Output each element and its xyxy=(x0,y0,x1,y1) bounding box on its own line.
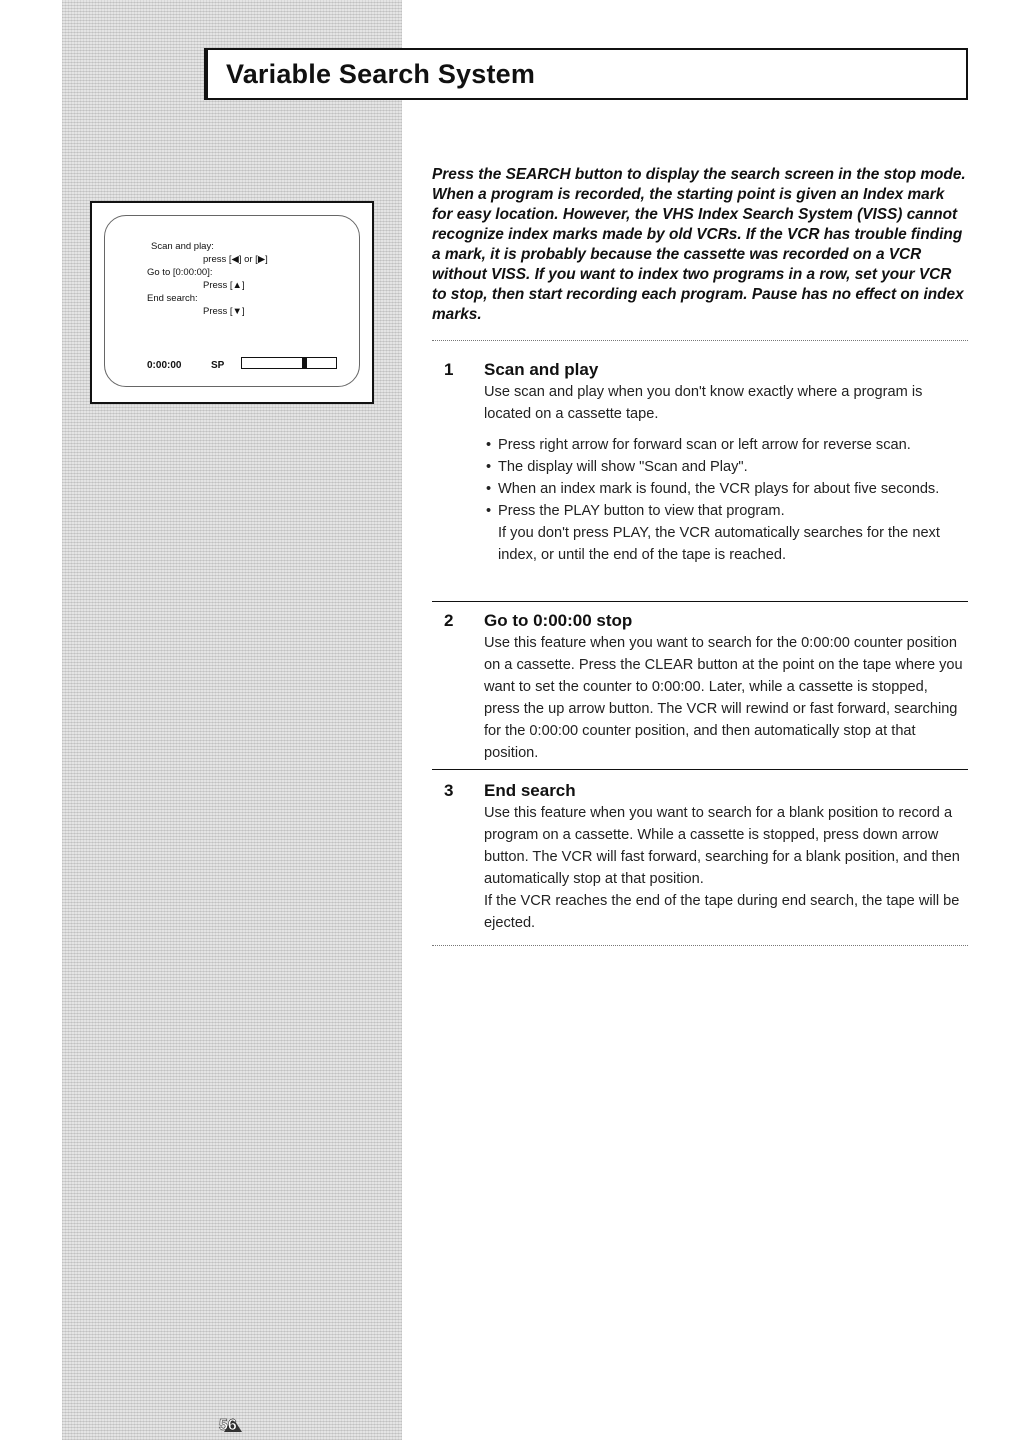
osd-line-end-label: End search: xyxy=(147,293,198,304)
bullet-item: • When an index mark is found, the VCR plays for about five seconds. xyxy=(484,478,966,500)
bullet-item: • The display will show "Scan and Play". xyxy=(484,456,966,478)
step-number: 2 xyxy=(444,611,454,630)
divider-line xyxy=(432,769,968,770)
osd-line-scan-keys: press [◀] or [▶] xyxy=(203,254,268,265)
intro-paragraph: Press the SEARCH button to display the search screen in the stop mode. When a program is recorded, the starting point is given an Index mark for easy location. However, the VHS Index Search System (VISS) cannot recognize index marks made by old VCRs. If the VCR has trouble finding a mark, it is probably because the cassette was recorded on a VCR without VISS. If you want to index two programs in a row, set your VCR to stop, then start recording each program. Pause has no effect on index marks. xyxy=(432,166,966,323)
step-number: 3 xyxy=(444,781,454,800)
tape-position-bar xyxy=(241,357,337,369)
step-number: 1 xyxy=(444,360,454,379)
osd-line-goto-label: Go to [0:00:00]: xyxy=(147,267,213,278)
step-body xyxy=(484,802,966,934)
osd-line-end-key: Press [▼] xyxy=(203,306,245,317)
step-description: Use this feature when you want to search for the 0:00:00 counter position on a cassette. Press the CLEAR button at the point on the tape where you want to set the counter to 0:00:00. Later, while a cassette is stopped, press the up arrow button. The VCR will rewind or fast forward, searching for the 0:00:00 counter position, and then automatically stop at that position. xyxy=(484,635,963,761)
step-note: If you don't press PLAY, the VCR automatically searches for the next index, or until the end of the tape is reached. xyxy=(498,525,940,563)
step-title: Go to 0:00:00 stop xyxy=(484,611,633,630)
dotted-divider-bottom xyxy=(432,945,968,946)
step-body xyxy=(484,632,966,764)
divider-line xyxy=(432,601,968,602)
osd-counter: 0:00:00 xyxy=(147,360,182,371)
title-banner xyxy=(206,48,968,100)
page-number: 56 xyxy=(219,1417,237,1434)
dotted-divider-top xyxy=(432,340,968,341)
tape-position-marker xyxy=(302,358,307,368)
step-description: Use scan and play when you don't know exactly where a program is located on a cassette tape. xyxy=(484,384,923,422)
step-body xyxy=(484,381,966,566)
bullet-item: • Press right arrow for forward scan or left arrow for reverse scan. xyxy=(484,434,966,456)
osd-line-goto-key: Press [▲] xyxy=(203,280,245,291)
osd-line-scan-label: Scan and play: xyxy=(151,241,214,252)
osd-illustration xyxy=(90,201,374,404)
page-title: Variable Search System xyxy=(226,59,536,89)
bullet-item: • Press the PLAY button to view that program. xyxy=(484,500,966,522)
step-note: If the VCR reaches the end of the tape during end search, the tape will be ejected. xyxy=(484,893,960,931)
bullet-list xyxy=(484,434,966,522)
osd-speed: SP xyxy=(211,360,225,371)
step-title: End search xyxy=(484,781,576,800)
tv-screen xyxy=(104,215,360,387)
step-description: Use this feature when you want to search for a blank position to record a program on a cassette. While a cassette is stopped, press down arrow button. The VCR will fast forward, searching for a blank position, and then automatically stop at that position. xyxy=(484,805,960,887)
step-title: Scan and play xyxy=(484,360,599,379)
